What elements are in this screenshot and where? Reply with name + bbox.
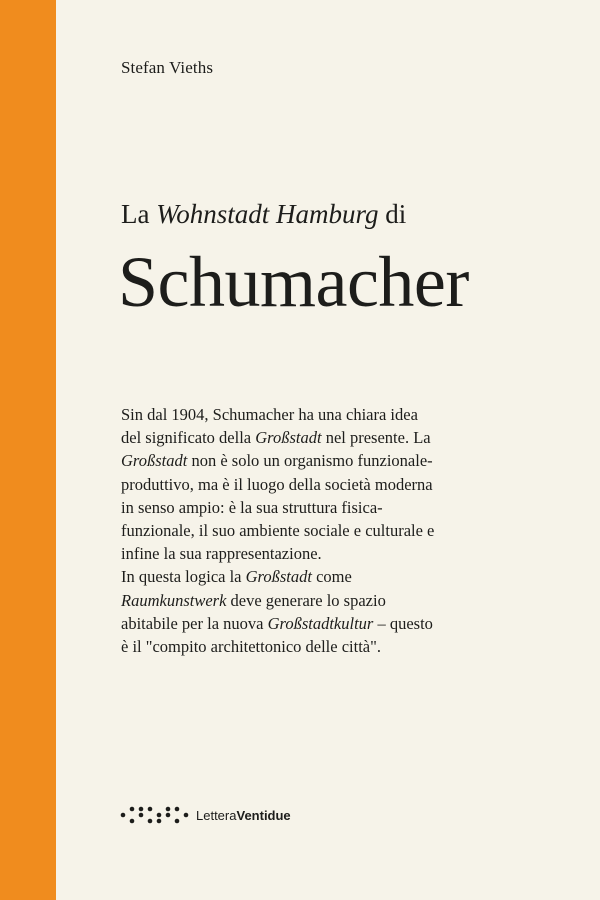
book-title: Schumacher — [118, 242, 469, 322]
publisher-mark — [120, 800, 291, 830]
blurb-italic-term: Großstadt — [121, 451, 188, 471]
blurb-line — [121, 496, 531, 519]
blurb-text: – questo — [373, 613, 433, 633]
blurb-line — [121, 426, 531, 449]
blurb-line — [121, 449, 531, 472]
blurb-text: è il "compito architettonico delle città". — [121, 637, 381, 657]
author-name: Stefan Vieths — [121, 58, 214, 77]
blurb-text: funzionale, il suo ambiente sociale e culturale e — [121, 521, 435, 541]
blurb-text: non è solo un organismo funzionale- — [187, 451, 433, 471]
perforated-edge — [52, 0, 60, 900]
blurb-text: in senso ampio: è la sua struttura fisica- — [121, 497, 383, 517]
blurb-text: infine la sua rappresentazione. — [121, 544, 322, 564]
blurb-text: abitabile per la nuova — [121, 613, 268, 633]
blurb-line — [121, 542, 531, 565]
blurb-line — [121, 635, 531, 658]
blurb-text: del significato della — [121, 428, 256, 448]
publisher-name-bold: Ventidue — [236, 807, 291, 823]
book-subtitle — [121, 199, 406, 230]
blurb-text: produttivo, ma è il luogo della società moderna — [121, 474, 433, 494]
blurb-text: Sin dal 1904, Schumacher ha una chiara idea — [121, 405, 418, 424]
dot-pattern-logo-icon — [120, 802, 190, 828]
blurb-italic-term: Großstadt — [245, 567, 312, 587]
blurb-text: In questa logica la — [121, 567, 246, 587]
publisher-name-regular: Lettera — [196, 807, 237, 823]
blurb-italic-term: Großstadt — [255, 428, 322, 448]
blurb-line — [121, 473, 531, 496]
blurb-italic-term: Großstadtkultur — [267, 613, 374, 633]
blurb-line — [121, 589, 531, 612]
subtitle-suffix: di — [378, 199, 407, 229]
blurb-italic-term: Raumkunstwerk — [121, 590, 227, 610]
subtitle-italic: Wohnstadt Hamburg — [156, 199, 379, 229]
orange-spine — [0, 0, 56, 900]
blurb-line — [121, 612, 531, 635]
publisher-name — [196, 808, 291, 823]
blurb-text: nel presente. La — [321, 428, 431, 448]
blurb-text: deve generare lo spazio — [226, 590, 386, 610]
blurb-line — [121, 519, 531, 542]
back-blurb — [121, 403, 531, 658]
blurb-text: come — [311, 567, 352, 587]
subtitle-prefix: La — [121, 199, 157, 229]
blurb-line — [121, 403, 531, 426]
blurb-line — [121, 565, 531, 588]
